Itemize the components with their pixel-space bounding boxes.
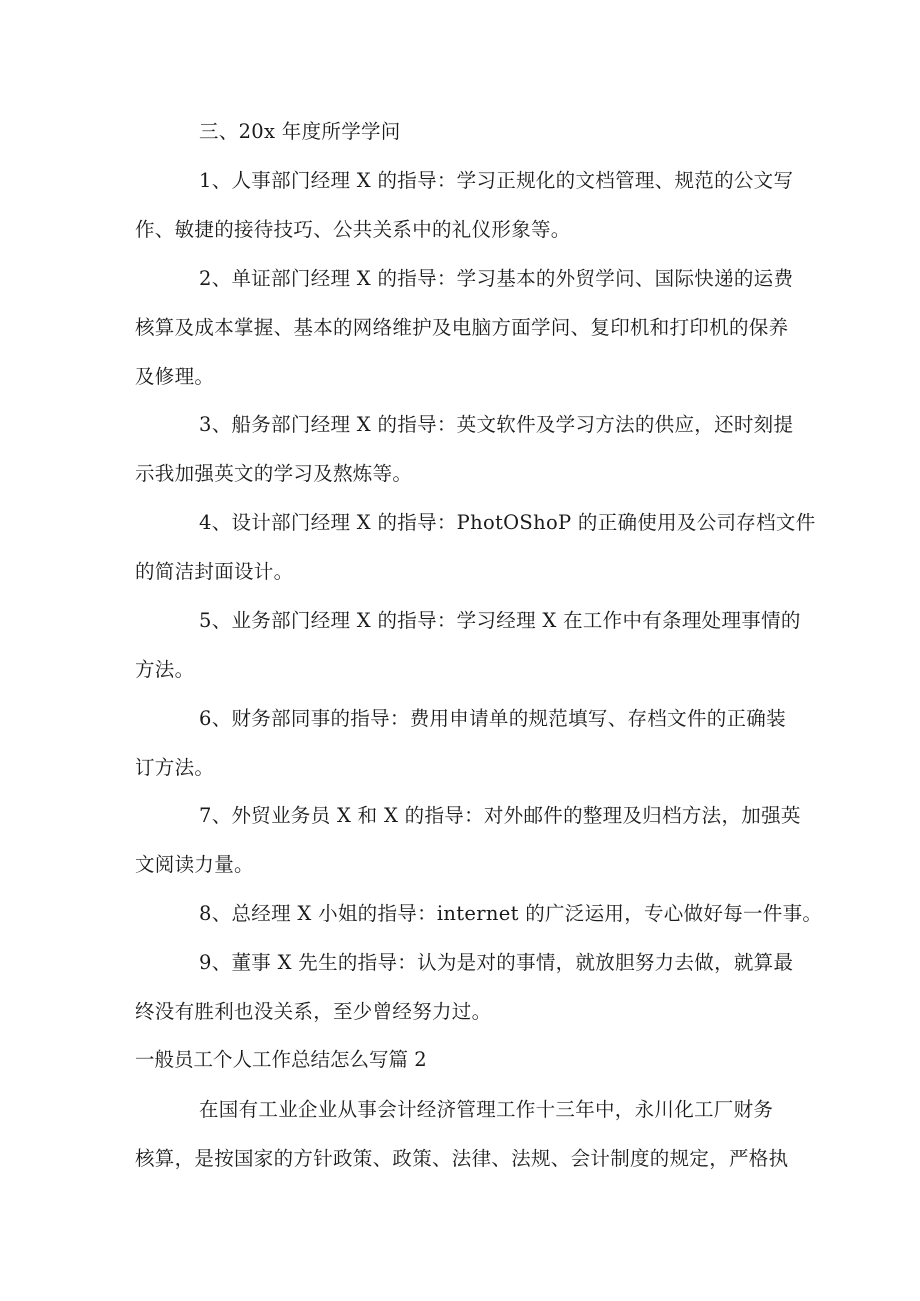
closing-paragraph	[135, 1085, 795, 1183]
list-item-line: 9、董事 X 先生的指导：认为是对的事情，就放胆努力去做，就算最	[199, 951, 794, 974]
list-item-line: 7、外贸业务员 X 和 X 的指导：对外邮件的整理及归档方法，加强英	[199, 804, 801, 827]
list-item-line: 2、单证部门经理 X 的指导：学习基本的外贸学问、国际快递的运费	[199, 267, 794, 290]
section-heading	[135, 107, 795, 156]
list-item	[135, 694, 795, 792]
list-item-line: 8、总经理 X 小姐的指导：internet 的广泛运用，专心做好每一件事。	[199, 902, 823, 925]
section-heading-text: 三、20x 年度所学学问	[199, 120, 401, 143]
list-item	[135, 498, 816, 596]
list-item-line: 的简洁封面设计。	[135, 560, 294, 583]
list-item-line: 订方法。	[135, 756, 215, 779]
list-item	[135, 938, 795, 1036]
paragraph-line: 核算，是按国家的方针政策、政策、法律、法规、会计制度的规定，严格执	[135, 1147, 789, 1170]
list-item-line: 3、船务部门经理 X 的指导：英文软件及学习方法的供应，还时刻提	[199, 413, 794, 436]
list-item	[135, 596, 801, 694]
list-item-line: 1、人事部门经理 X 的指导：学习正规化的文档管理、规范的公文写	[199, 169, 794, 192]
list-item-line: 4、设计部门经理 X 的指导：PhotOShoP 的正确使用及公司存档文件	[199, 511, 816, 534]
list-item	[135, 791, 801, 889]
list-item-line: 示我加强英文的学习及熬炼等。	[135, 462, 413, 485]
list-item-line: 文阅读力量。	[135, 853, 254, 876]
paragraph-line: 在国有工业企业从事会计经济管理工作十三年中，永川化工厂财务	[199, 1098, 774, 1121]
list-item-line: 及修理。	[135, 365, 215, 388]
list-item-line: 作、敏捷的接待技巧、公共关系中的礼仪形象等。	[135, 218, 571, 241]
list-item-line: 核算及成本掌握、基本的网络维护及电脑方面学问、复印机和打印机的保养	[135, 316, 789, 339]
list-item	[135, 254, 795, 401]
list-item-line: 终没有胜利也没关系，至少曾经努力过。	[135, 1000, 492, 1023]
list-item-line: 方法。	[135, 658, 195, 681]
article-title: 一般员工个人工作总结怎么写篇 2	[135, 1048, 427, 1071]
list-item-line: 5、业务部门经理 X 的指导：学习经理 X 在工作中有条理处理事情的	[199, 609, 801, 632]
list-item	[135, 400, 795, 498]
list-item	[135, 889, 823, 938]
list-item-line: 6、财务部同事的指导：费用申请单的规范填写、存档文件的正确装	[199, 707, 786, 730]
list-item	[135, 156, 795, 254]
